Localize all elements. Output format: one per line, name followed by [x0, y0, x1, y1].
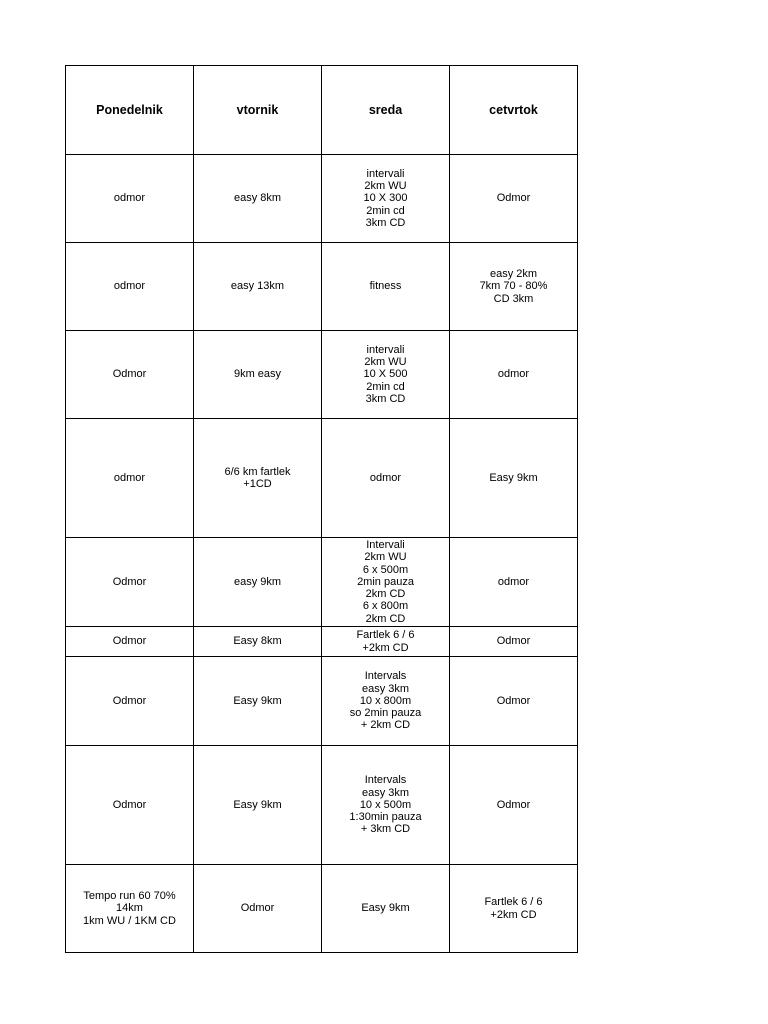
table-cell: easy 9km	[194, 538, 322, 627]
table-cell: Odmor	[66, 331, 194, 419]
header-cell-sreda: sreda	[322, 66, 450, 155]
training-schedule-table	[65, 65, 578, 953]
table-cell: Intervals easy 3km 10 x 800m so 2min pauza + 2km CD	[322, 657, 450, 746]
table-row	[66, 746, 578, 865]
header-row	[66, 66, 578, 155]
table-cell: Easy 9km	[322, 865, 450, 953]
table-cell: Intervals easy 3km 10 x 500m 1:30min pauza + 3km CD	[322, 746, 450, 865]
table-cell: odmor	[450, 331, 578, 419]
table-row	[66, 155, 578, 243]
table-cell: Easy 9km	[194, 657, 322, 746]
table-cell: Fartlek 6 / 6 +2km CD	[322, 627, 450, 657]
table-row	[66, 419, 578, 538]
table-cell: 6/6 km fartlek +1CD	[194, 419, 322, 538]
table-row	[66, 331, 578, 419]
table-cell: Odmor	[450, 657, 578, 746]
header-cell-vtornik: vtornik	[194, 66, 322, 155]
table-cell: Odmor	[66, 657, 194, 746]
table-cell: odmor	[450, 538, 578, 627]
table-row	[66, 657, 578, 746]
table-row	[66, 627, 578, 657]
table-cell: Odmor	[194, 865, 322, 953]
table-cell: odmor	[66, 155, 194, 243]
table-cell: Intervali 2km WU 6 x 500m 2min pauza 2km CD 6 x 800m 2km CD	[322, 538, 450, 627]
table-row	[66, 538, 578, 627]
table-cell: Odmor	[450, 627, 578, 657]
table-cell: odmor	[66, 243, 194, 331]
table-cell: Odmor	[450, 746, 578, 865]
table-cell: easy 8km	[194, 155, 322, 243]
table-cell: Odmor	[66, 746, 194, 865]
table-cell: Easy 8km	[194, 627, 322, 657]
table-cell: easy 2km 7km 70 - 80% CD 3km	[450, 243, 578, 331]
table-row	[66, 243, 578, 331]
table-cell: easy 13km	[194, 243, 322, 331]
table-cell: intervali 2km WU 10 X 300 2min cd 3km CD	[322, 155, 450, 243]
table-row	[66, 865, 578, 953]
table-cell: Odmor	[66, 627, 194, 657]
table-cell: odmor	[322, 419, 450, 538]
table-cell: Odmor	[66, 538, 194, 627]
table-cell: Easy 9km	[450, 419, 578, 538]
table-cell: Tempo run 60 70% 14km 1km WU / 1KM CD	[66, 865, 194, 953]
table-cell: fitness	[322, 243, 450, 331]
table-cell: odmor	[66, 419, 194, 538]
table-cell: intervali 2km WU 10 X 500 2min cd 3km CD	[322, 331, 450, 419]
table-cell: Odmor	[450, 155, 578, 243]
header-cell-ponedelnik: Ponedelnik	[66, 66, 194, 155]
table-cell: 9km easy	[194, 331, 322, 419]
table-cell: Easy 9km	[194, 746, 322, 865]
header-cell-cetvrtok: cetvrtok	[450, 66, 578, 155]
table-cell: Fartlek 6 / 6 +2km CD	[450, 865, 578, 953]
